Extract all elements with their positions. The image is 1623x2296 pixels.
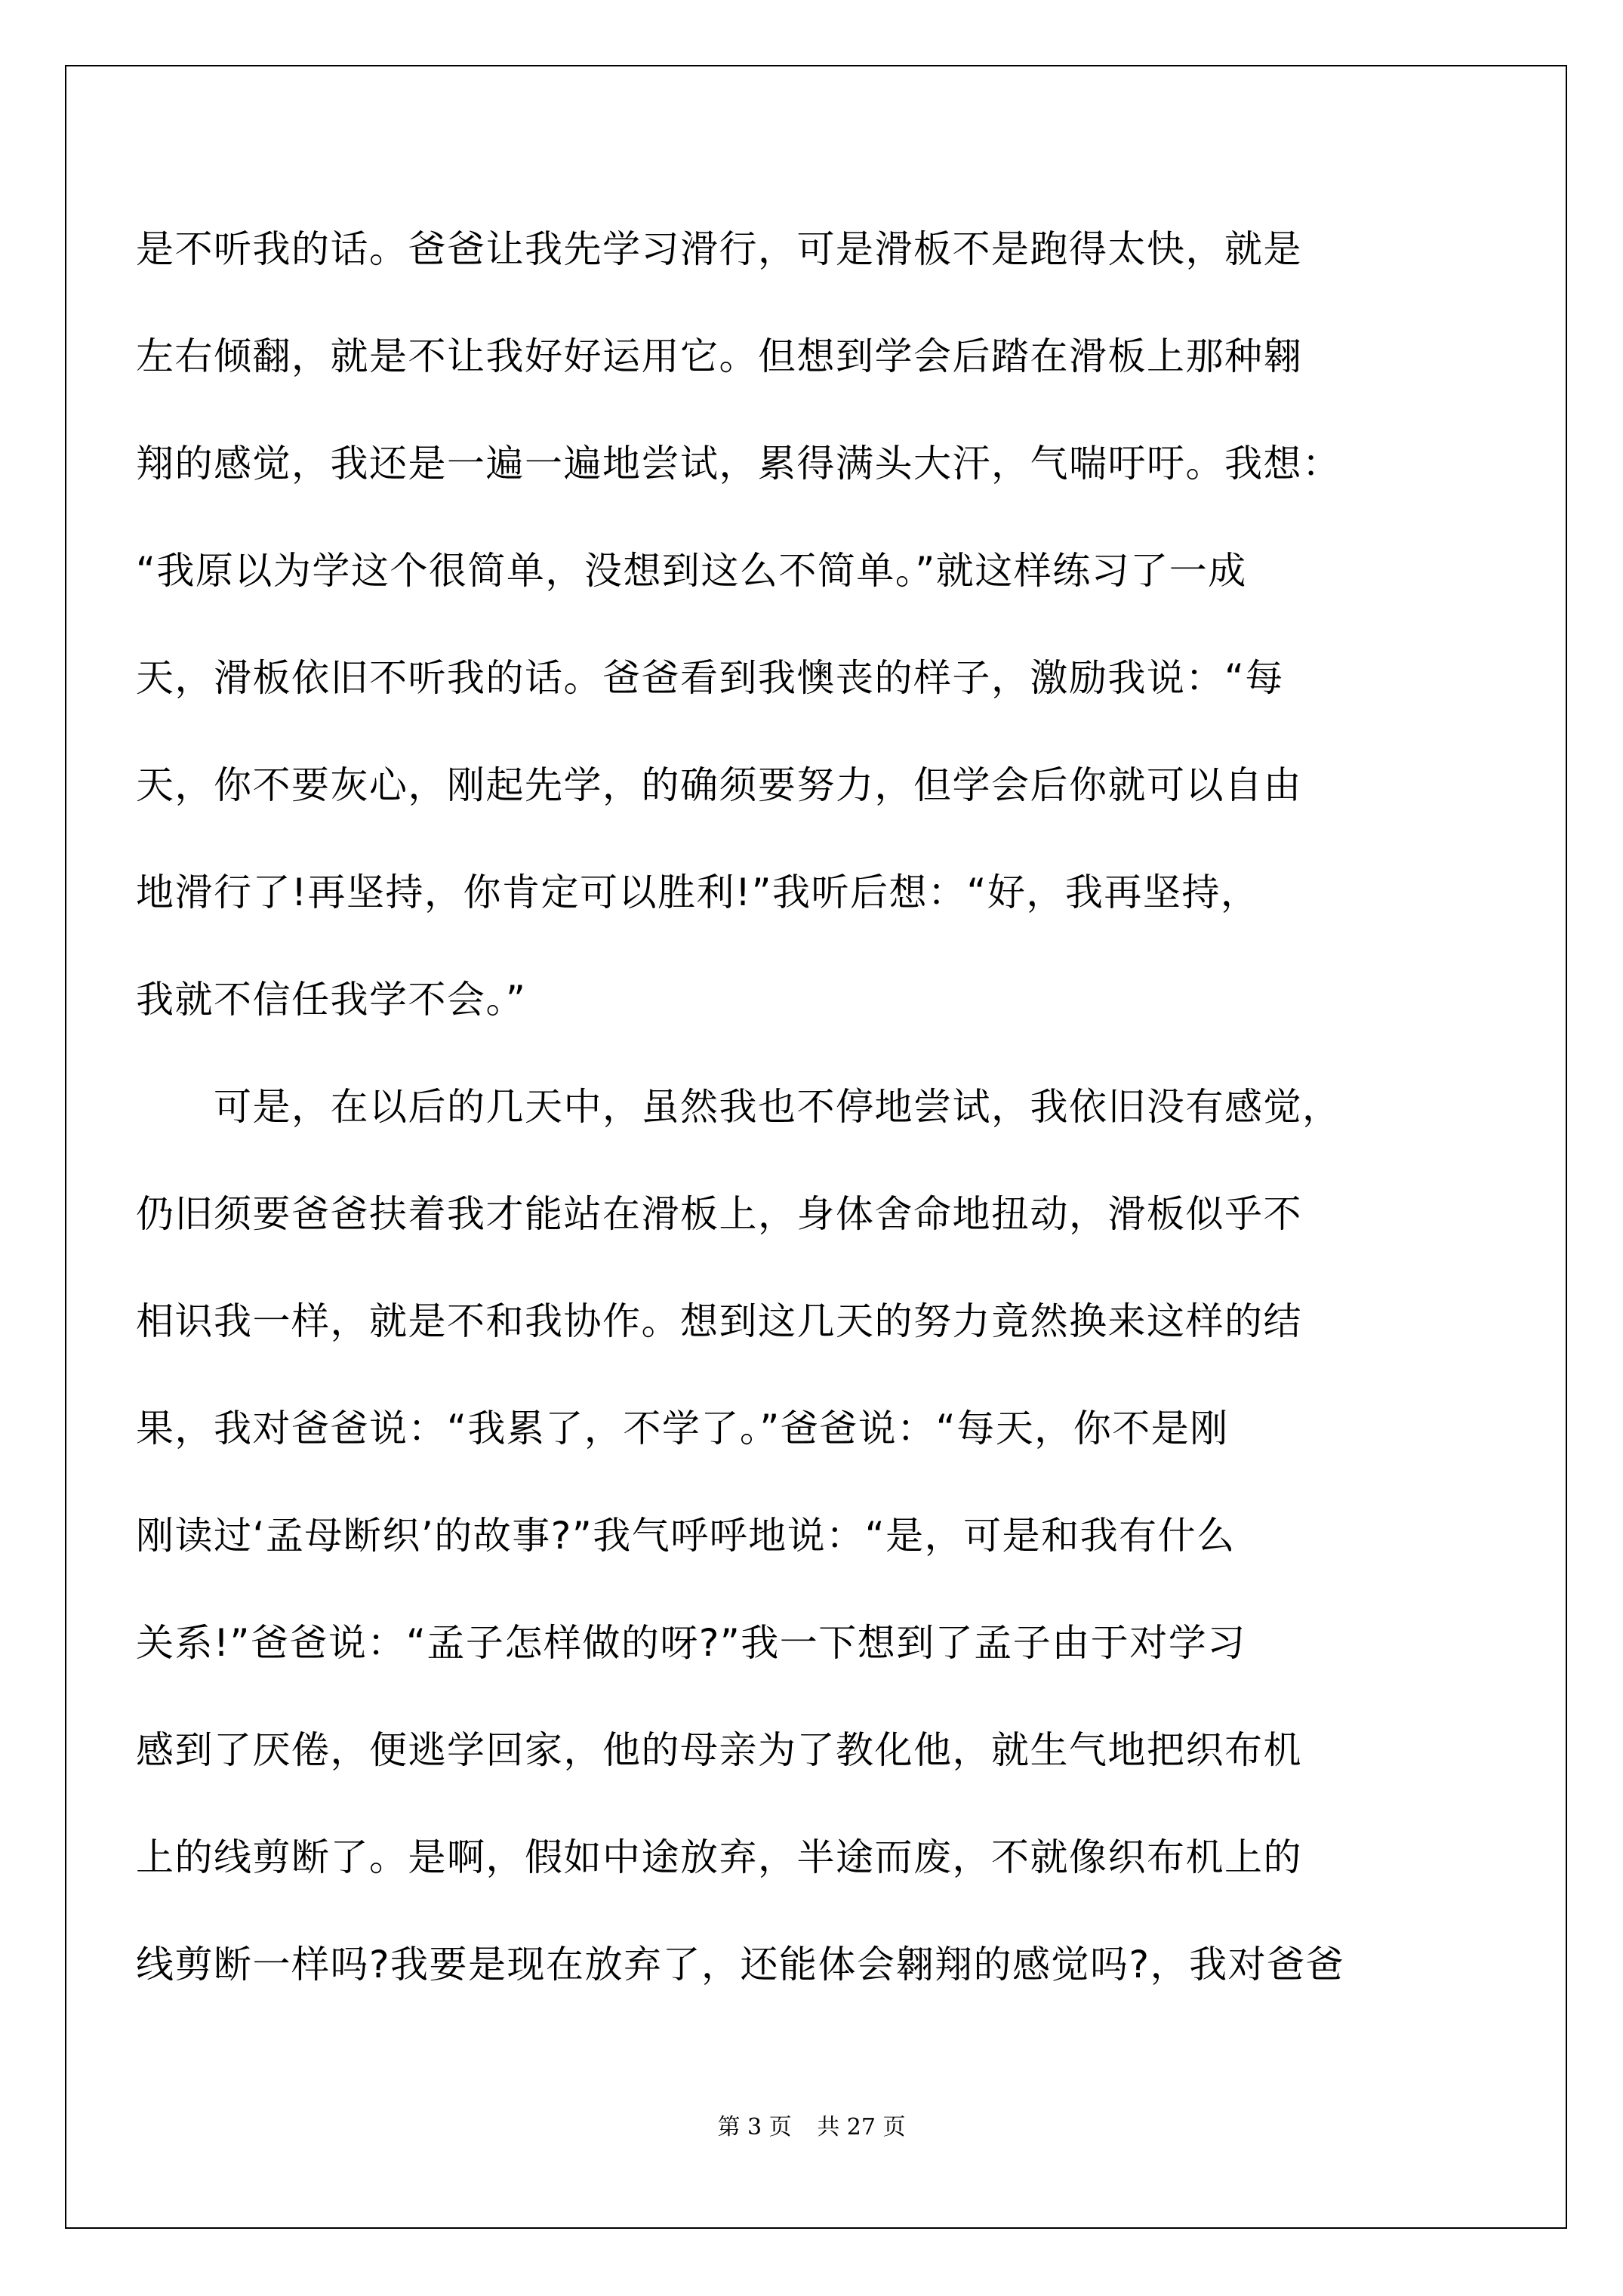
page-number: 第 3 页 xyxy=(717,2114,792,2140)
text-line: 线剪断一样吗?我要是现在放弃了，还能体会翱翔的感觉吗?，我对爸爸 xyxy=(136,1943,1345,1986)
page-total: 共 27 页 xyxy=(817,2114,906,2140)
text-line: 上的线剪断了。是啊，假如中途放弃，半途而废，不就像织布机上的 xyxy=(136,1835,1302,1879)
text-line: 可是，在以后的几天中，虽然我也不停地尝试，我依旧没有感觉， xyxy=(136,1085,1341,1129)
page-footer xyxy=(0,2113,1623,2143)
page-frame xyxy=(65,65,1567,2229)
text-line: 天，滑板依旧不听我的话。爸爸看到我懊丧的样子，激励我说：“每 xyxy=(136,656,1284,700)
text-line: 翔的感觉，我还是一遍一遍地尝试，累得满头大汗，气喘吁吁。我想： xyxy=(136,442,1341,485)
text-line: 左右倾翻，就是不让我好好运用它。但想到学会后踏在滑板上那种翱 xyxy=(136,334,1302,378)
text-line: “我原以为学这个很简单，没想到这么不简单。”就这样练习了一成 xyxy=(136,549,1247,593)
text-line: 地滑行了!再坚持，你肯定可以胜利!”我听后想：“好，我再坚持， xyxy=(136,871,1260,914)
text-line: 果，我对爸爸说：“我累了，不学了。”爸爸说：“每天，你不是刚 xyxy=(136,1407,1229,1450)
text-line: 关系!”爸爸说：“孟子怎样做的呀?”我一下想到了孟子由于对学习 xyxy=(136,1621,1246,1665)
text-line: 刚读过‘孟母断织’的故事?”我气呼呼地说：“是，可是和我有什么 xyxy=(136,1514,1236,1558)
text-line: 相识我一样，就是不和我协作。想到这几天的努力竟然换来这样的结 xyxy=(136,1299,1302,1343)
text-line: 仍旧须要爸爸扶着我才能站在滑板上，身体舍命地扭动，滑板似乎不 xyxy=(136,1192,1302,1236)
text-line: 天，你不要灰心，刚起先学，的确须要努力，但学会后你就可以自由 xyxy=(136,763,1302,807)
text-line: 是不听我的话。爸爸让我先学习滑行，可是滑板不是跑得太快，就是 xyxy=(136,227,1302,271)
text-line: 感到了厌倦，便逃学回家，他的母亲为了教化他，就生气地把织布机 xyxy=(136,1728,1302,1772)
text-line: 我就不信任我学不会。” xyxy=(136,978,527,1022)
